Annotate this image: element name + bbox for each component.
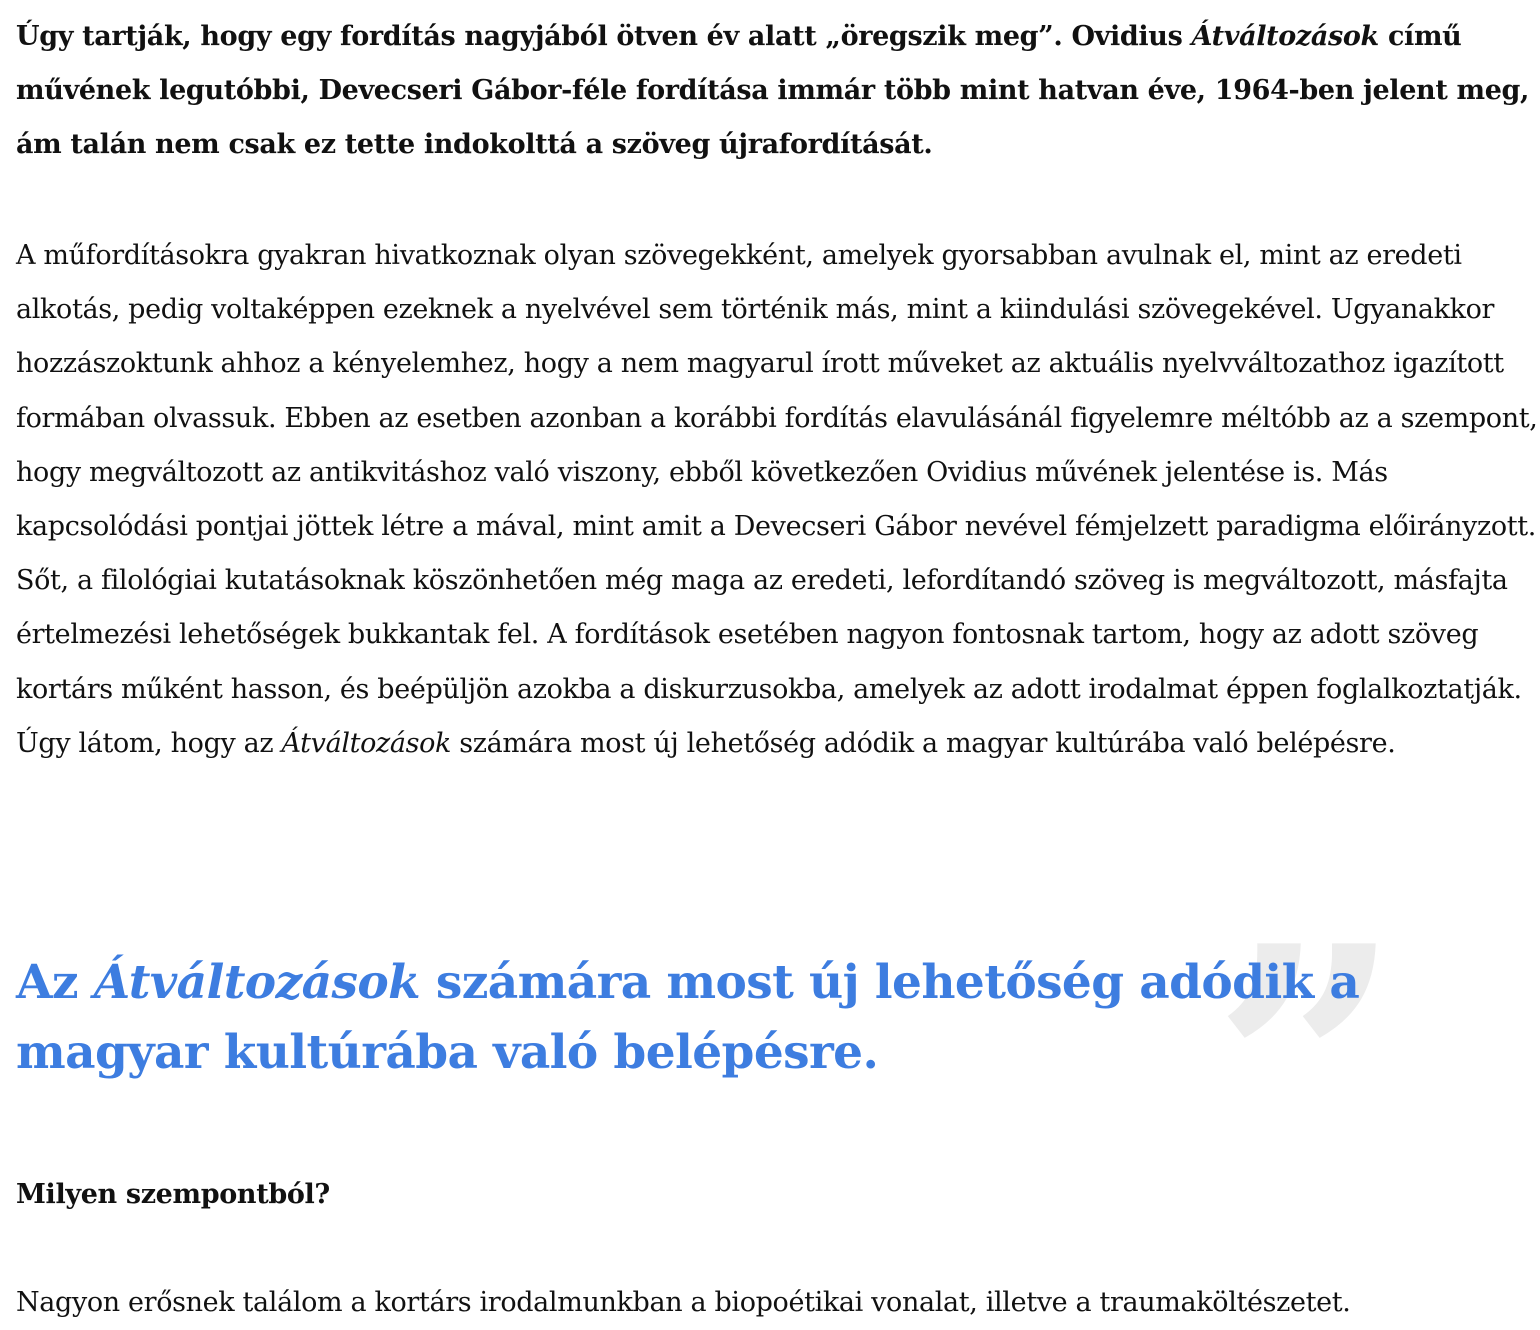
body-text-2: számára most új lehetőség adódik a magyar kultúrába való belépésre. <box>451 727 1396 759</box>
body-text-1: A műfordításokra gyakran hivatkoznak olyan szövegekként, amelyek gyorsabban avulnak el, mint az eredeti alkotás, pedig voltaképpen ezeknek a nyelvével sem történik más, mint a kiindulási szövegekével. Ugyanakkor hozzászoktunk ahhoz a kényelemhez, hogy a nem magyarul írott műveket az aktuális nyelvváltozathoz igazított formában olvassuk. Ebben az esetben azonban a korábbi fordítás elavulásánál figyelemre méltóbb az a szempont, hogy megváltozott az antikvitáshoz való viszony, ebből következően Ovidius művének jelentése is. Más kapcsolódási pontjai jöttek létre a mával, mint amit a Devecseri Gábor nevével fémjelzett paradigma előirányzott. Sőt, a filológiai kutatásoknak köszönhetően még maga az eredeti, lefordítandó szöveg is megváltozott, másfajta értelmezési lehetőségek bukkantak fel. A fordítások esetében nagyon fontosnak tartom, hogy az adott szöveg kortárs műként hasson, és beépüljön azokba a diskurzusokba, amelyek az adott irodalmat éppen foglalkoztatják. Úgy látom, hogy az <box>16 240 1538 759</box>
lead-paragraph <box>16 10 1540 172</box>
lead-text-1: Úgy tartják, hogy egy fordítás nagyjából ötven év alatt „öregszik meg”. Ovidius <box>16 21 1192 52</box>
pullquote-text-1: Az <box>16 955 94 1010</box>
interview-answer: Nagyon erősnek találom a kortárs irodalmunkban a biopoétikai vonalat, illetve a traumaköltészetet. <box>16 1287 1351 1318</box>
pullquote-text <box>16 948 1516 1088</box>
body-paragraph <box>16 229 1540 771</box>
interview-question: Milyen szempontból? <box>16 1179 330 1210</box>
lead-book-title: Átváltozások <box>1191 21 1379 52</box>
quote-mark-icon: ” <box>1212 874 1402 1262</box>
article <box>16 10 1540 1318</box>
pullquote-text-2: számára most új lehetőség adódik a magyar kultúrába való belépésre. <box>16 955 1360 1080</box>
lead-text-2: című művének legutóbbi, Devecseri Gábor-féle fordítása immár több mint hatvan éve, 1964-ben jelent meg, ám talán nem csak ez tette indokolttá a szöveg újrafordítását. <box>16 21 1530 160</box>
pullquote-book-title: Átváltozások <box>93 955 421 1010</box>
body-book-title: Átváltozások <box>281 727 452 759</box>
